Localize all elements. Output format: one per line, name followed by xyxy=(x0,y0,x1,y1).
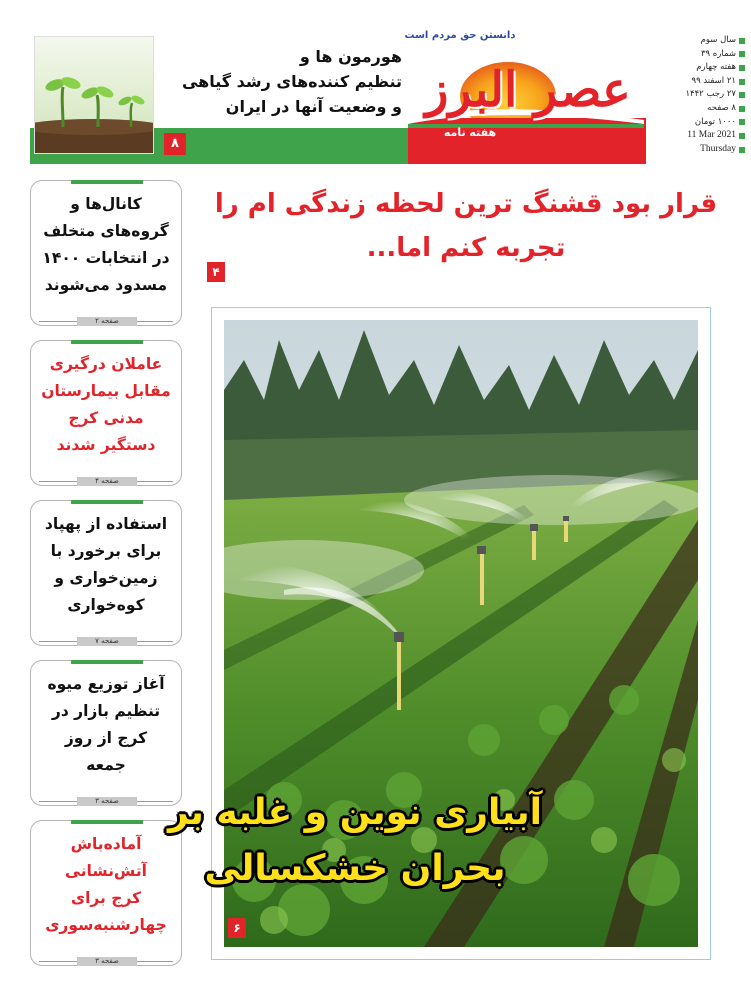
logo-subtext: هفته نامه xyxy=(443,126,497,139)
card-headline xyxy=(37,191,175,299)
bullet-square-icon xyxy=(739,79,745,85)
issue-number: شماره ۳۹ xyxy=(700,48,736,59)
card-headline-line: تنظیم بازار در xyxy=(51,702,161,720)
issue-date-lunar: ۲۷ رجب ۱۴۴۲ xyxy=(685,89,736,100)
issue-info-row xyxy=(653,116,745,130)
issue-info xyxy=(653,34,745,156)
card-headline-line: کوه‌خواری xyxy=(67,596,145,614)
issue-date-gregorian: 11 Mar 2021 xyxy=(687,130,736,141)
issue-weekday: Thursday xyxy=(700,143,736,154)
issue-page-count: ۸ صفحه xyxy=(707,102,736,113)
sidebar-news-card[interactable] xyxy=(30,340,182,486)
card-headline-line: چهارشنبه‌سوری xyxy=(45,916,167,934)
card-headline-line: عاملان درگیری xyxy=(49,355,163,373)
card-headline-line: مسدود می‌شوند xyxy=(44,276,168,294)
card-page-label: صفحه ۳ xyxy=(77,957,137,966)
issue-info-row xyxy=(653,48,745,62)
bullet-square-icon xyxy=(739,133,745,139)
lead-headline-page-number: ۴ xyxy=(207,262,225,282)
card-headline-line: کانال‌ها و xyxy=(70,195,142,213)
issue-info-row xyxy=(653,88,745,102)
teaser-line: تنظیم کننده‌های رشد گیاهی xyxy=(181,72,402,91)
card-accent-bar xyxy=(71,500,143,504)
lead-headline-line: قرار بود قشنگ ترین لحظه زندگی ام را xyxy=(214,189,718,219)
main-story-title-line: بحران خشکسالی xyxy=(204,848,506,889)
masthead xyxy=(0,0,751,172)
card-headline-line: دستگیر شدند xyxy=(56,436,156,454)
bullet-square-icon xyxy=(739,106,745,112)
issue-info-row xyxy=(653,102,745,116)
card-accent-bar xyxy=(71,180,143,184)
card-headline-line: کرج برای xyxy=(70,889,142,907)
issue-info-row xyxy=(653,34,745,48)
card-page-label: صفحه ۲ xyxy=(77,317,137,326)
card-headline xyxy=(37,351,175,459)
bullet-square-icon xyxy=(739,119,745,125)
card-page-label: صفحه ۳ xyxy=(77,797,137,806)
main-story-title[interactable] xyxy=(22,785,688,897)
card-page-label: صفحه ۷ xyxy=(77,637,137,646)
issue-info-row xyxy=(653,143,745,157)
lead-headline[interactable] xyxy=(210,182,722,270)
card-accent-bar xyxy=(71,660,143,664)
main-story-title-line: آبیاری نوین و غلبه بر xyxy=(167,792,543,833)
main-story-page-number: ۶ xyxy=(228,918,246,938)
issue-info-row xyxy=(653,129,745,143)
bullet-square-icon xyxy=(739,65,745,71)
bullet-square-icon xyxy=(739,38,745,44)
card-headline-line: زمین‌خواری و xyxy=(54,569,158,587)
card-headline-line: گروه‌های متخلف xyxy=(43,222,169,240)
issue-info-row xyxy=(653,61,745,75)
card-headline-line: مدنی کرج xyxy=(68,409,144,427)
card-headline xyxy=(37,671,175,779)
issue-date-solar: ۲۱ اسفند ۹۹ xyxy=(691,75,736,86)
teaser-line: هورمون ها و xyxy=(299,47,402,66)
issue-info-row xyxy=(653,75,745,89)
card-headline-line: در انتخابات ۱۴۰۰ xyxy=(42,249,170,267)
card-headline xyxy=(37,511,175,619)
sidebar-news-card[interactable] xyxy=(30,180,182,326)
card-page-label: صفحه ۴ xyxy=(77,477,137,486)
card-headline-line: استفاده از پهپاد xyxy=(44,515,168,533)
bullet-square-icon xyxy=(739,147,745,153)
card-headline-line: جمعه xyxy=(86,756,126,774)
card-headline-line: آغاز توزیع میوه xyxy=(47,675,165,693)
card-headline-line: مقابل بیمارستان xyxy=(41,382,171,400)
lead-headline-line: تجربه کنم اما... xyxy=(366,233,566,263)
card-headline-line: آتش‌نشانی xyxy=(65,862,147,880)
teaser-line: و وضعیت آنها در ایران xyxy=(225,97,402,116)
seedling-teaser-photo[interactable] xyxy=(34,36,154,154)
issue-week: هفته چهارم xyxy=(696,62,736,73)
teaser-headline[interactable] xyxy=(162,44,402,119)
sidebar-news-card[interactable] xyxy=(30,500,182,646)
newspaper-tagline: دانستن حق مردم است xyxy=(404,30,516,41)
teaser-page-number: ۸ xyxy=(164,133,186,155)
issue-price: ۱۰۰۰ تومان xyxy=(694,116,736,127)
card-headline-line: برای برخورد با xyxy=(50,542,162,560)
card-headline-line: آماده‌باش xyxy=(70,835,142,853)
bullet-square-icon xyxy=(739,92,745,98)
card-headline-line: کرج از روز xyxy=(64,729,148,747)
logo-wordmark: عصر البرز xyxy=(425,62,631,118)
card-accent-bar xyxy=(71,340,143,344)
issue-volume: سال سوم xyxy=(700,35,736,45)
bullet-square-icon xyxy=(739,51,745,57)
